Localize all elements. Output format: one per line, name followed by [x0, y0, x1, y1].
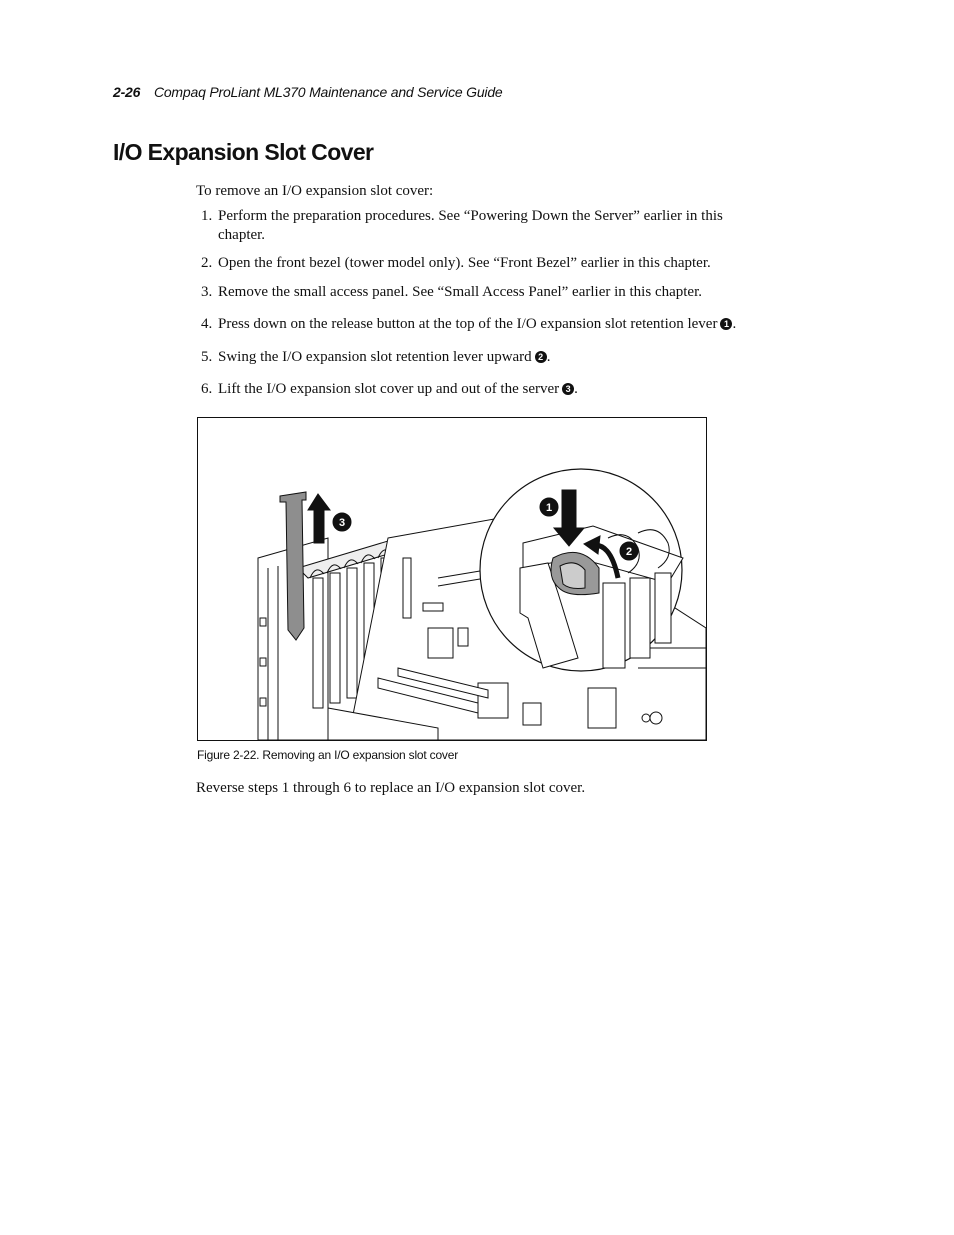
upward-arrow-icon	[308, 494, 330, 543]
step-suffix: .	[574, 381, 578, 397]
step-number: 2.	[201, 255, 213, 271]
running-header	[113, 84, 503, 100]
guide-title: Compaq ProLiant ML370 Maintenance and Service Guide	[153, 84, 503, 100]
step-6	[196, 380, 766, 399]
callout-2-icon: 2	[535, 351, 547, 363]
figure-caption: Figure 2-22. Removing an I/O expansion slot cover	[197, 748, 459, 762]
step-text: Swing the I/O expansion slot retention lever upward	[218, 349, 532, 365]
callout-1-marker	[540, 498, 558, 516]
section-title: I/O Expansion Slot Cover	[113, 139, 374, 165]
step-1	[196, 207, 766, 245]
step-5	[196, 348, 766, 367]
step-2	[196, 254, 766, 273]
step-number: 4.	[201, 316, 213, 332]
step-text: Press down on the release button at the top of the I/O expansion slot retention lever	[218, 316, 718, 332]
step-text: Perform the preparation procedures. See “Powering Down the Server” earlier in this chapter.	[218, 208, 723, 243]
page-number: 2-26	[113, 84, 141, 100]
server-slot-illustration	[198, 418, 706, 740]
step-suffix: .	[732, 316, 737, 332]
intro-text: To remove an I/O expansion slot cover:	[196, 183, 434, 199]
callout-3-icon: 3	[562, 383, 574, 395]
closing-text: Reverse steps 1 through 6 to replace an I/O expansion slot cover.	[196, 780, 586, 796]
step-text: Open the front bezel (tower model only). See “Front Bezel” earlier in this chapter.	[218, 255, 711, 271]
step-number: 5.	[201, 349, 213, 365]
step-4	[196, 315, 766, 334]
step-3	[196, 283, 766, 302]
callout-2-marker	[620, 542, 638, 560]
callout-1-label: 1	[545, 502, 553, 514]
step-number: 6.	[201, 381, 213, 397]
callout-1-icon: 1	[720, 318, 732, 330]
step-text: Lift the I/O expansion slot cover up and out of the server	[218, 381, 560, 397]
detail-magnifier	[480, 469, 683, 671]
step-text: Remove the small access panel. See “Small Access Panel” earlier in this chapter.	[218, 284, 702, 300]
callout-3-label: 3	[338, 517, 346, 529]
step-number: 3.	[201, 284, 213, 300]
callout-3-marker	[333, 513, 351, 531]
step-suffix: .	[546, 349, 551, 365]
callout-2-label: 2	[625, 546, 633, 558]
step-number: 1.	[201, 208, 213, 224]
figure-illustration	[197, 417, 707, 741]
